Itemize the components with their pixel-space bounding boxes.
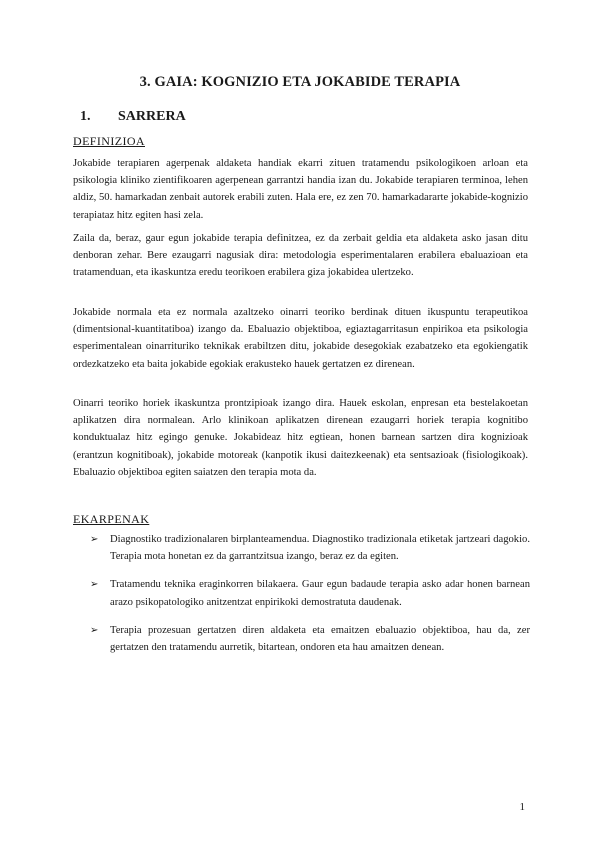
- page-title: 3. GAIA: KOGNIZIO ETA JOKABIDE TERAPIA: [139, 74, 461, 90]
- section-number: 1.: [80, 109, 91, 124]
- list-item: [90, 622, 530, 656]
- list-item-text: Tratamendu teknika eraginkorren bilakaera. Gaur egun badaude terapia asko adar honen barnean arazo psikopatologiko anitzentzat enpirikoki demostratuta daudenak.: [110, 579, 530, 608]
- paragraph-definizioa-4: Oinarri teoriko horiek ikaskuntza prontzipioak izango dira. Hauek eskolan, enpresan eta bestelakoetan aplikatzen dira normalean. Arlo klinikoan aplikatzen direnean ezaugarri horiek terapia kognitibo konduktualaz hitz egingo genuke. Jokabideaz hitz egtiean, honen barnean sartzen dira kognizioak (erantzun kognitiboak), jokabide motoreak (kanpotik ikusi daitezkeenak) eta sentsazioak (fisiologikoak). Ebaluazio objektiboa egiten saiatzen den terapia mota da.: [73, 398, 528, 478]
- paragraph-definizioa-1: Jokabide terapiaren agerpenak aldaketa handiak ekarri zituen tratamendu psikologikoen arloan eta psikologia kliniko zientifikoaren agerpenean garrantzi handia izan du. Jokabide terapiaren terminoa, lehen aldiz, 50. hamarkadan zenbait autorek erabili zuten. Hala ere, ez zen 70. hamarkadararte jokabide-kognizio terapiataz hitz egiten hasi zela.: [73, 158, 528, 221]
- section-heading-sarrera: [80, 109, 186, 125]
- arrow-bullet-icon: ➢: [90, 624, 99, 636]
- list-item: [90, 576, 530, 610]
- arrow-bullet-icon: ➢: [90, 534, 99, 545]
- ekarpenak-list: [90, 531, 530, 667]
- arrow-bullet-icon: ➢: [90, 579, 99, 591]
- list-item-text: Terapia prozesuan gertatzen diren aldaketa eta emaitzen ebaluazio objektiboa, hau da, zer gertatzen den tratamendu aurretik, bitartean, ondoren eta hau amaitzen denean.: [110, 624, 530, 654]
- list-item: [90, 531, 530, 565]
- list-item-text: Diagnostiko tradizionalaren birplanteamendua. Diagnostiko tradizionala etiketak jartzeari dagokio. Terapia mota honetan ez da garrantzitsua izango, beraz ez da egiten.: [110, 534, 530, 563]
- paragraph-definizioa-3: Jokabide normala eta ez normala azaltzeko oinarri teoriko berdinak dituen ikuspuntu terapeutikoa (dimentsional-kuantitatiboa) izango da. Ebaluazio objektiboa, egiaztagarritasun enpirikoa eta psikologia esperimentalean oinarrituriko teknikak erabiltzen ditu, jokabide desegokiak ezabatzeko eta egokiengatik ordezkatzeko eta baita jokabide egokiak erakusteko hauek gertatzen ez direnean.: [73, 307, 528, 370]
- page-number: 1: [519, 801, 525, 813]
- subheading-definizioa: DEFINIZIOA: [73, 134, 145, 148]
- subheading-ekarpenak: EKARPENAK: [73, 512, 150, 526]
- section-title: SARRERA: [118, 109, 186, 124]
- paragraph-definizioa-2: Zaila da, beraz, gaur egun jokabide terapia definitzea, ez da zerbait geldia eta aldaketa asko jasan ditu denboran zehar. Bere ezaugarri nagusiak dira: metodologia esperimentalaren erabilera ebaluazioan eta tratamenduan, eta ikaskuntza eredu teorikoen erabilera giza jokabidea ulertzeko.: [73, 233, 528, 279]
